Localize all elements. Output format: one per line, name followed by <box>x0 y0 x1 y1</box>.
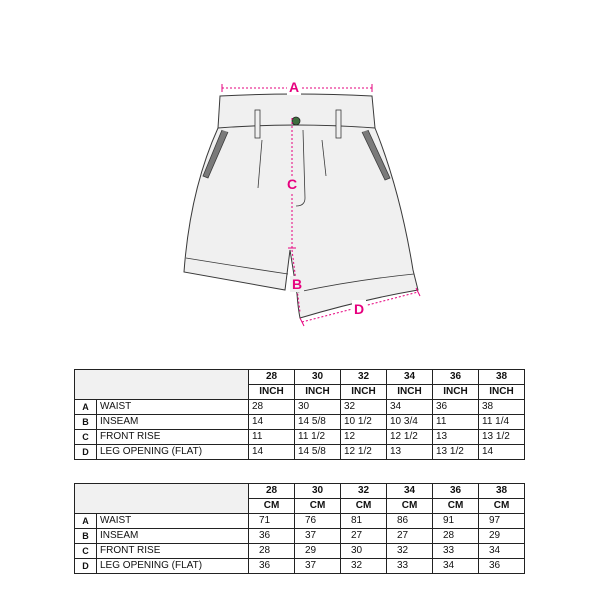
unit-header: INCH <box>387 385 433 400</box>
value-cell: 32 <box>387 544 433 559</box>
value-cell: 71 <box>249 514 295 529</box>
size-header: 32 <box>341 370 387 385</box>
row-letter: B <box>75 415 97 430</box>
size-header: 28 <box>249 484 295 499</box>
unit-header: CM <box>295 499 341 514</box>
size-header: 34 <box>387 484 433 499</box>
value-cell: 13 1/2 <box>479 430 525 445</box>
value-cell: 28 <box>249 544 295 559</box>
unit-header: INCH <box>479 385 525 400</box>
measure-label-d: D <box>353 301 365 317</box>
value-cell: 29 <box>479 529 525 544</box>
table-row <box>75 400 525 415</box>
size-header: 38 <box>479 484 525 499</box>
row-label: FRONT RISE <box>97 430 249 445</box>
value-cell: 12 <box>341 430 387 445</box>
size-chart-cm <box>74 483 525 574</box>
value-cell: 91 <box>433 514 479 529</box>
value-cell: 27 <box>387 529 433 544</box>
row-label: INSEAM <box>97 415 249 430</box>
size-header: 36 <box>433 484 479 499</box>
value-cell: 12 1/2 <box>387 430 433 445</box>
row-letter: A <box>75 514 97 529</box>
size-header: 34 <box>387 370 433 385</box>
value-cell: 36 <box>433 400 479 415</box>
value-cell: 12 1/2 <box>341 445 387 460</box>
value-cell: 30 <box>341 544 387 559</box>
measure-label-a: A <box>288 79 300 95</box>
value-cell: 32 <box>341 400 387 415</box>
value-cell: 76 <box>295 514 341 529</box>
row-label: LEG OPENING (FLAT) <box>97 445 249 460</box>
value-cell: 14 <box>249 445 295 460</box>
row-label: FRONT RISE <box>97 544 249 559</box>
row-letter: B <box>75 529 97 544</box>
value-cell: 36 <box>249 529 295 544</box>
value-cell: 28 <box>249 400 295 415</box>
size-header: 32 <box>341 484 387 499</box>
row-letter: A <box>75 400 97 415</box>
value-cell: 33 <box>433 544 479 559</box>
row-letter: D <box>75 445 97 460</box>
unit-header: INCH <box>433 385 479 400</box>
header-blank <box>75 484 249 514</box>
value-cell: 97 <box>479 514 525 529</box>
value-cell: 34 <box>479 544 525 559</box>
table-row <box>75 415 525 430</box>
unit-header: INCH <box>249 385 295 400</box>
measure-label-b: B <box>291 276 303 292</box>
size-chart-inch <box>74 369 525 460</box>
button-icon <box>292 117 300 125</box>
value-cell: 10 1/2 <box>341 415 387 430</box>
row-letter: D <box>75 559 97 574</box>
value-cell: 33 <box>387 559 433 574</box>
table-row <box>75 445 525 460</box>
row-label: INSEAM <box>97 529 249 544</box>
header-blank <box>75 370 249 400</box>
value-cell: 11 <box>433 415 479 430</box>
value-cell: 81 <box>341 514 387 529</box>
unit-header: CM <box>479 499 525 514</box>
row-label: LEG OPENING (FLAT) <box>97 559 249 574</box>
value-cell: 13 1/2 <box>433 445 479 460</box>
value-cell: 36 <box>479 559 525 574</box>
unit-header: INCH <box>341 385 387 400</box>
size-header: 30 <box>295 370 341 385</box>
value-cell: 32 <box>341 559 387 574</box>
value-cell: 11 1/4 <box>479 415 525 430</box>
value-cell: 34 <box>387 400 433 415</box>
value-cell: 14 5/8 <box>295 445 341 460</box>
value-cell: 28 <box>433 529 479 544</box>
value-cell: 27 <box>341 529 387 544</box>
value-cell: 11 1/2 <box>295 430 341 445</box>
unit-header: CM <box>433 499 479 514</box>
value-cell: 14 5/8 <box>295 415 341 430</box>
unit-header: CM <box>387 499 433 514</box>
size-header: 38 <box>479 370 525 385</box>
value-cell: 11 <box>249 430 295 445</box>
value-cell: 13 <box>387 445 433 460</box>
belt-loop <box>255 110 260 138</box>
row-label: WAIST <box>97 514 249 529</box>
value-cell: 14 <box>479 445 525 460</box>
unit-header: CM <box>249 499 295 514</box>
measure-label-c: C <box>286 176 298 192</box>
table-row <box>75 544 525 559</box>
value-cell: 14 <box>249 415 295 430</box>
unit-header: CM <box>341 499 387 514</box>
size-header: 36 <box>433 370 479 385</box>
row-label: WAIST <box>97 400 249 415</box>
value-cell: 30 <box>295 400 341 415</box>
table-row <box>75 559 525 574</box>
value-cell: 13 <box>433 430 479 445</box>
unit-header: INCH <box>295 385 341 400</box>
value-cell: 34 <box>433 559 479 574</box>
row-letter: C <box>75 430 97 445</box>
table-row <box>75 514 525 529</box>
value-cell: 37 <box>295 529 341 544</box>
value-cell: 29 <box>295 544 341 559</box>
value-cell: 10 3/4 <box>387 415 433 430</box>
value-cell: 86 <box>387 514 433 529</box>
size-header: 30 <box>295 484 341 499</box>
size-header-row <box>75 484 525 499</box>
value-cell: 38 <box>479 400 525 415</box>
value-cell: 37 <box>295 559 341 574</box>
size-header: 28 <box>249 370 295 385</box>
row-letter: C <box>75 544 97 559</box>
table-row <box>75 529 525 544</box>
table-row <box>75 430 525 445</box>
size-header-row <box>75 370 525 385</box>
belt-loop <box>336 110 341 138</box>
value-cell: 36 <box>249 559 295 574</box>
